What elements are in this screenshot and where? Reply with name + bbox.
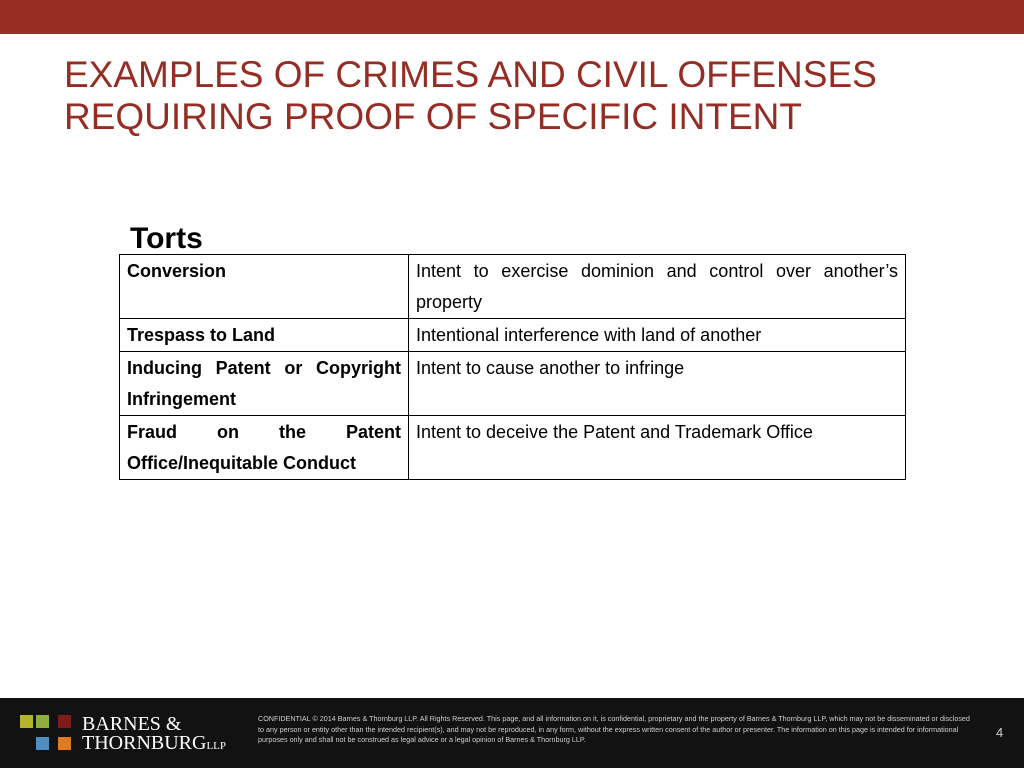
logo-suffix: LLP <box>206 740 227 752</box>
slide-title <box>64 54 984 138</box>
page-number: 4 <box>996 725 1004 740</box>
logo-square-icon <box>36 737 49 750</box>
logo-line-2 <box>82 734 226 756</box>
logo-name: THORNBURG <box>82 732 207 754</box>
table-row <box>120 416 906 480</box>
logo-square-icon <box>20 715 33 728</box>
footer <box>0 698 1024 768</box>
logo-wordmark <box>82 715 226 756</box>
slide-title-line-1: EXAMPLES OF CRIMES AND CIVIL OFFENSES <box>64 54 877 95</box>
table-row <box>120 319 906 352</box>
firm-logo <box>20 715 250 755</box>
tort-definition: Intent to cause another to infringe <box>409 352 906 416</box>
top-accent-bar <box>0 0 1024 34</box>
table-row <box>120 352 906 416</box>
tort-term: Fraud on the Patent Office/Inequitable Conduct <box>120 416 409 480</box>
confidentiality-disclaimer: CONFIDENTIAL © 2014 Barnes & Thornburg LLP. All Rights Reserved. This page, and all information on it, is confidential, proprietary and the property of Barnes & Thornburg LLP, which may not be disseminated or disclosed to any person or entity other than the intended recipient(s), and may not be reproduced, in any form, without the express written consent of the author or presenter. The information on this page is intended for informational purposes only and shall not be construed as legal advice or a legal opinion of Barnes & Thornburg LLP. <box>258 714 970 744</box>
tort-term: Conversion <box>120 255 409 319</box>
slide-title-line-2: REQUIRING PROOF OF SPECIFIC INTENT <box>64 96 802 137</box>
torts-table <box>119 254 906 480</box>
logo-square-icon <box>58 737 71 750</box>
logo-square-icon <box>36 715 49 728</box>
section-heading: Torts <box>130 222 203 255</box>
table-row <box>120 255 906 319</box>
logo-line-1: BARNES & <box>82 713 182 735</box>
tort-term: Trespass to Land <box>120 319 409 352</box>
tort-definition: Intent to exercise dominion and control over another’s property <box>409 255 906 319</box>
tort-term: Inducing Patent or Copyright Infringement <box>120 352 409 416</box>
tort-definition: Intent to deceive the Patent and Trademark Office <box>409 416 906 480</box>
logo-square-icon <box>58 715 71 728</box>
tort-definition: Intentional interference with land of another <box>409 319 906 352</box>
